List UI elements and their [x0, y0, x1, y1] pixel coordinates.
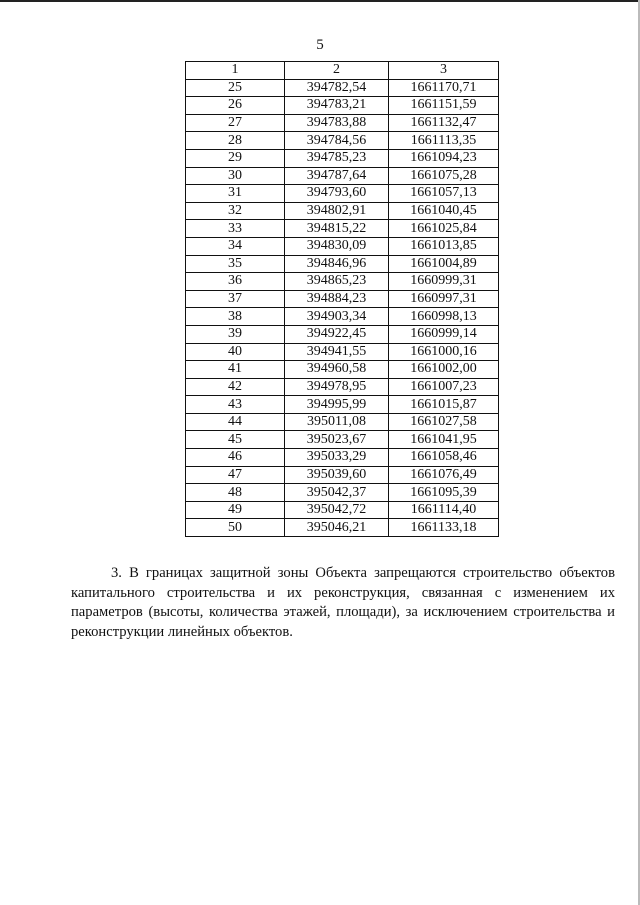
- table-row: [186, 202, 499, 220]
- y-coordinate-cell: 1660999,31: [388, 273, 498, 291]
- y-coordinate-cell: 1661025,84: [388, 220, 498, 238]
- table-row: [186, 114, 499, 132]
- y-coordinate-cell: 1661075,28: [388, 167, 498, 185]
- point-number-cell: 30: [186, 167, 285, 185]
- y-coordinate-cell: 1661058,46: [388, 449, 498, 467]
- x-coordinate-cell: 394978,95: [285, 378, 389, 396]
- y-coordinate-cell: 1661151,59: [388, 97, 498, 115]
- table-row: [186, 237, 499, 255]
- x-coordinate-cell: 394785,23: [285, 149, 389, 167]
- x-coordinate-cell: 395046,21: [285, 519, 389, 537]
- y-coordinate-cell: 1661027,58: [388, 413, 498, 431]
- y-coordinate-cell: 1661114,40: [388, 501, 498, 519]
- table-row: [186, 431, 499, 449]
- x-coordinate-cell: 395039,60: [285, 466, 389, 484]
- x-coordinate-cell: 394782,54: [285, 79, 389, 97]
- y-coordinate-cell: 1661040,45: [388, 202, 498, 220]
- point-number-cell: 32: [186, 202, 285, 220]
- y-coordinate-cell: 1661004,89: [388, 255, 498, 273]
- x-coordinate-cell: 394995,99: [285, 396, 389, 414]
- y-coordinate-cell: 1660998,13: [388, 308, 498, 326]
- table-row: [186, 308, 499, 326]
- x-coordinate-cell: 394793,60: [285, 185, 389, 203]
- coordinates-table: [185, 61, 499, 537]
- table-row: [186, 501, 499, 519]
- point-number-cell: 44: [186, 413, 285, 431]
- y-coordinate-cell: 1661002,00: [388, 361, 498, 379]
- point-number-cell: 28: [186, 132, 285, 150]
- point-number-cell: 45: [186, 431, 285, 449]
- point-number-cell: 34: [186, 237, 285, 255]
- table-row: [186, 484, 499, 502]
- column-header-2: 2: [285, 62, 389, 80]
- table-row: [186, 413, 499, 431]
- point-number-cell: 33: [186, 220, 285, 238]
- column-header-3: 3: [388, 62, 498, 80]
- x-coordinate-cell: 394783,21: [285, 97, 389, 115]
- x-coordinate-cell: 394903,34: [285, 308, 389, 326]
- y-coordinate-cell: 1661007,23: [388, 378, 498, 396]
- x-coordinate-cell: 394787,64: [285, 167, 389, 185]
- point-number-cell: 31: [186, 185, 285, 203]
- y-coordinate-cell: 1661057,13: [388, 185, 498, 203]
- point-number-cell: 35: [186, 255, 285, 273]
- point-number-cell: 49: [186, 501, 285, 519]
- y-coordinate-cell: 1661041,95: [388, 431, 498, 449]
- table-row: [186, 167, 499, 185]
- x-coordinate-cell: 394830,09: [285, 237, 389, 255]
- point-number-cell: 25: [186, 79, 285, 97]
- point-number-cell: 26: [186, 97, 285, 115]
- table-row: [186, 79, 499, 97]
- y-coordinate-cell: 1661015,87: [388, 396, 498, 414]
- column-header-1: 1: [186, 62, 285, 80]
- page-number: 5: [316, 37, 324, 53]
- x-coordinate-cell: 394960,58: [285, 361, 389, 379]
- table-row: [186, 132, 499, 150]
- x-coordinate-cell: 394802,91: [285, 202, 389, 220]
- point-number-cell: 46: [186, 449, 285, 467]
- point-number-cell: 47: [186, 466, 285, 484]
- table-row: [186, 378, 499, 396]
- x-coordinate-cell: 395042,37: [285, 484, 389, 502]
- table-row: [186, 149, 499, 167]
- table-header-row: [186, 62, 499, 80]
- clause-3-text: 3. В границах защитной зоны Объекта запрещаются строительство объектов капитального строительства и их реконструкция, связанная с изменением их параметров (высоты, количества этажей, площади), за исключением строительства и реконструкции линейных объектов.: [71, 565, 615, 640]
- table-row: [186, 466, 499, 484]
- y-coordinate-cell: 1661076,49: [388, 466, 498, 484]
- x-coordinate-cell: 395033,29: [285, 449, 389, 467]
- y-coordinate-cell: 1661095,39: [388, 484, 498, 502]
- table-row: [186, 97, 499, 115]
- x-coordinate-cell: 395011,08: [285, 413, 389, 431]
- table-row: [186, 290, 499, 308]
- x-coordinate-cell: 395042,72: [285, 501, 389, 519]
- table-row: [186, 325, 499, 343]
- x-coordinate-cell: 394922,45: [285, 325, 389, 343]
- y-coordinate-cell: 1660997,31: [388, 290, 498, 308]
- point-number-cell: 43: [186, 396, 285, 414]
- point-number-cell: 48: [186, 484, 285, 502]
- y-coordinate-cell: 1661000,16: [388, 343, 498, 361]
- y-coordinate-cell: 1661133,18: [388, 519, 498, 537]
- x-coordinate-cell: 394865,23: [285, 273, 389, 291]
- x-coordinate-cell: 394783,88: [285, 114, 389, 132]
- y-coordinate-cell: 1661170,71: [388, 79, 498, 97]
- x-coordinate-cell: 394784,56: [285, 132, 389, 150]
- x-coordinate-cell: 394815,22: [285, 220, 389, 238]
- table-row: [186, 449, 499, 467]
- x-coordinate-cell: 394941,55: [285, 343, 389, 361]
- point-number-cell: 42: [186, 378, 285, 396]
- x-coordinate-cell: 395023,67: [285, 431, 389, 449]
- point-number-cell: 50: [186, 519, 285, 537]
- x-coordinate-cell: 394884,23: [285, 290, 389, 308]
- x-coordinate-cell: 394846,96: [285, 255, 389, 273]
- point-number-cell: 36: [186, 273, 285, 291]
- point-number-cell: 38: [186, 308, 285, 326]
- table-row: [186, 396, 499, 414]
- table-row: [186, 220, 499, 238]
- y-coordinate-cell: 1661013,85: [388, 237, 498, 255]
- table-row: [186, 343, 499, 361]
- table-row: [186, 361, 499, 379]
- point-number-cell: 27: [186, 114, 285, 132]
- table-row: [186, 519, 499, 537]
- y-coordinate-cell: 1661132,47: [388, 114, 498, 132]
- y-coordinate-cell: 1661113,35: [388, 132, 498, 150]
- coordinates-table-body: [186, 79, 499, 536]
- y-coordinate-cell: 1661094,23: [388, 149, 498, 167]
- coordinates-table-header: [186, 62, 499, 80]
- table-row: [186, 255, 499, 273]
- point-number-cell: 39: [186, 325, 285, 343]
- point-number-cell: 40: [186, 343, 285, 361]
- table-row: [186, 185, 499, 203]
- table-row: [186, 273, 499, 291]
- y-coordinate-cell: 1660999,14: [388, 325, 498, 343]
- point-number-cell: 41: [186, 361, 285, 379]
- point-number-cell: 29: [186, 149, 285, 167]
- scan-edge-top: [0, 0, 640, 2]
- point-number-cell: 37: [186, 290, 285, 308]
